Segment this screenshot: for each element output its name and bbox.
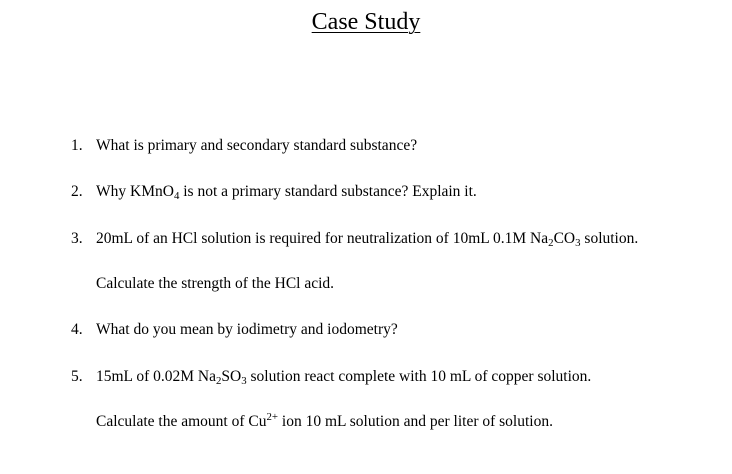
subscript: 4 [173,190,180,202]
question-text: Calculate the strength of the HCl acid. [96,275,335,292]
text-part: Calculate the amount of Cu [96,413,267,430]
question-text [96,413,553,431]
text-part: ion 10 mL solution and per liter of solution. [278,413,553,430]
question-text: What do you mean by iodimetry and iodometry? [96,321,398,338]
text-part: SO [221,368,242,385]
text-part: solution react complete with 10 mL of copper solution. [246,368,592,385]
subscript: 2 [215,375,222,387]
question-number: 4. [71,321,83,338]
superscript: 2+ [266,411,279,423]
text-part: solution. [580,230,639,247]
subscript: 3 [575,237,581,249]
text-part: 15mL of 0.02M Na [96,368,216,385]
text-part: is not a primary standard substance? Explain it. [179,183,477,200]
question-number: 2. [71,183,83,200]
question-number: 3. [71,230,83,247]
text-part: Why KMnO [96,183,174,200]
question-number: 1. [71,137,83,154]
page-title [0,8,732,36]
question-text [96,230,638,248]
question-number: 5. [71,368,83,385]
text-part: 20mL of an HCl solution is required for neutralization of 10mL 0.1M Na [96,230,549,247]
question-text [96,183,477,201]
question-text: What is primary and secondary standard substance? [96,137,418,154]
page-title-text: Case Study [311,9,421,35]
text-part: CO [553,230,576,247]
subscript: 3 [241,375,247,387]
question-text [96,368,591,386]
subscript: 2 [548,237,554,249]
